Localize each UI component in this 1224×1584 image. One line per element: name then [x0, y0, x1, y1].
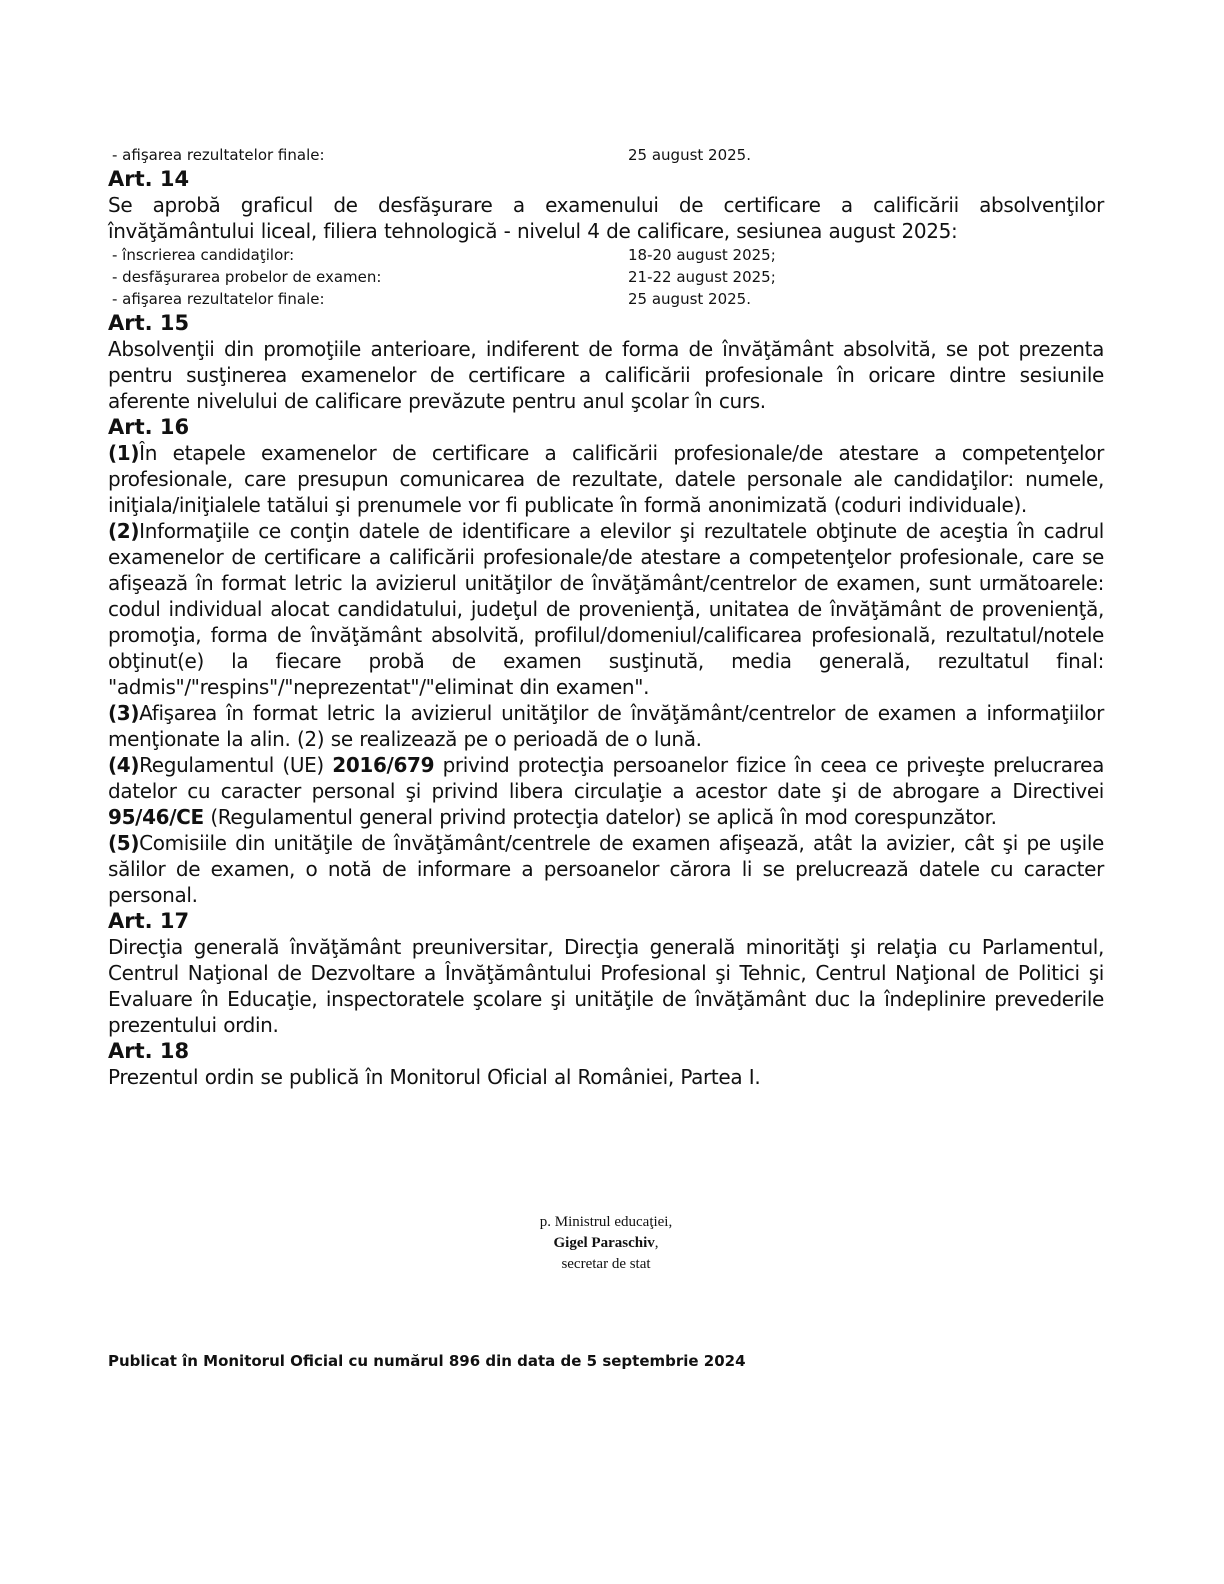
schedule-row [108, 288, 1104, 310]
article-text-14: Se aprobă graficul de desfăşurare a examenului de certificare a calificării absolvenţilor învăţământului liceal, filiera tehnologică - nivelul 4 de calificare, sesiunea august 2025: [108, 193, 1104, 243]
schedule-label: - afişarea rezultatelor finale: [112, 290, 325, 308]
paragraph-16-4 [108, 752, 1104, 830]
schedule-value: 25 august 2025. [628, 290, 751, 308]
paragraph-16-5 [108, 830, 1104, 908]
article-text-17: Direcţia generală învăţământ preuniversitar, Direcţia generală minorităţi şi relaţia cu Parlamentul, Centrul Naţional de Dezvoltare a Învăţământului Profesional şi Tehnic, Centrul Naţional de Politici şi Evaluare în Educaţie, inspectoratele şcolare şi unităţile de învăţământ duc la îndeplinire prevederile prezentului ordin. [108, 935, 1104, 1037]
regulation-reference: 2016/679 [332, 753, 435, 777]
paragraph-number: (4) [108, 753, 140, 777]
paragraph-text: Comisiile din unităţile de învăţământ/centrele de examen afişează, atât la avizier, cât şi pe uşile sălilor de examen, o notă de informare a persoanelor cărora li se prelucrează datele cu caracter personal. [108, 831, 1104, 907]
schedule-value: 25 august 2025. [628, 146, 751, 164]
schedule-label: - afişarea rezultatelor finale: [112, 146, 325, 164]
paragraph-number: (3) [108, 701, 140, 725]
paragraph-16-1 [108, 440, 1104, 518]
paragraph-number: (5) [108, 831, 140, 855]
paragraph-text: Afişarea în format letric la avizierul unităţilor de învăţământ/centrelor de examen a informaţiilor menţionate la alin. (2) se realizează pe o perioadă de o lună. [108, 701, 1104, 751]
schedule-row [108, 266, 1104, 288]
schedule-label: - desfăşurarea probelor de examen: [112, 268, 382, 286]
article-heading-18: Art. 18 [108, 1039, 190, 1063]
document-page [108, 144, 1104, 1090]
paragraph-16-3 [108, 700, 1104, 752]
directive-reference: 95/46/CE [108, 805, 204, 829]
paragraph-text: Informaţiile ce conţin datele de identificare a elevilor şi rezultatele obţinute de aceştia în cadrul examenelor de certificare a calificării profesionale/de atestare a competenţelor profesionale, care se afişează în format letric la avizierul unităţilor de învăţământ/centrelor de examen, sunt următoarele: codul individual alocat candidatului, judeţul de provenienţă, unitatea de învăţământ de provenienţă, promoţia, forma de învăţământ absolvită, profilul/domeniul/calificarea profesională, rezultatul/notele obţinut(e) la fiecare probă de examen susţinută, media generală, rezultatul final: "admis"/"respins"/"neprezentat"/"eliminat din examen". [108, 519, 1104, 699]
paragraph-text: privind protecţia persoanelor fizice în ceea ce priveşte prelucrarea datelor cu caracter personal şi privind libera circulaţie a acestor date şi de abrogare a Directivei [108, 753, 1105, 803]
article-text-18: Prezentul ordin se publică în Monitorul Oficial al României, Partea I. [108, 1065, 761, 1089]
signature-block [108, 1212, 1104, 1275]
publication-note: Publicat în Monitorul Oficial cu numărul 896 din data de 5 septembrie 2024 [108, 1352, 746, 1370]
article-heading-15: Art. 15 [108, 311, 190, 335]
article-text-15: Absolvenţii din promoţiile anterioare, indiferent de forma de învăţământ absolvită, se pot prezenta pentru susţinerea examenelor de certificare a calificării profesionale în oricare dintre sesiunile aferente nivelului de calificare prevăzute pentru anul şcolar în curs. [108, 337, 1104, 413]
schedule-row [108, 244, 1104, 266]
article-heading-16: Art. 16 [108, 415, 190, 439]
paragraph-text: (Regulamentul general privind protecţia datelor) se aplică în mod corespunzător. [203, 805, 997, 829]
paragraph-16-2 [108, 518, 1104, 700]
signature-name-suffix: , [654, 1235, 659, 1251]
schedule-value: 21-22 august 2025; [628, 268, 776, 286]
paragraph-text: Regulamentul (UE) [139, 753, 333, 777]
schedule-row [108, 144, 1104, 166]
paragraph-text: În etapele examenelor de certificare a calificării profesionale/de atestare a competenţelor profesionale, care presupun comunicarea de rezultate, datele personale ale candidaţilor: numele, iniţiala/iniţialele tatălui şi prenumele vor fi publicate în formă anonimizată (coduri individuale). [108, 441, 1104, 517]
schedule-label: - înscrierea candidaţilor: [112, 246, 295, 264]
signatory-name: Gigel Paraschiv [553, 1235, 655, 1251]
signature-name-line [108, 1233, 1104, 1254]
signature-office: p. Ministrul educaţiei, [539, 1214, 673, 1230]
signatory-title: secretar de stat [561, 1256, 651, 1272]
schedule-value: 18-20 august 2025; [628, 246, 776, 264]
paragraph-number: (2) [108, 519, 140, 543]
article-heading-17: Art. 17 [108, 909, 190, 933]
article-heading-14: Art. 14 [108, 167, 190, 191]
paragraph-number: (1) [108, 441, 140, 465]
